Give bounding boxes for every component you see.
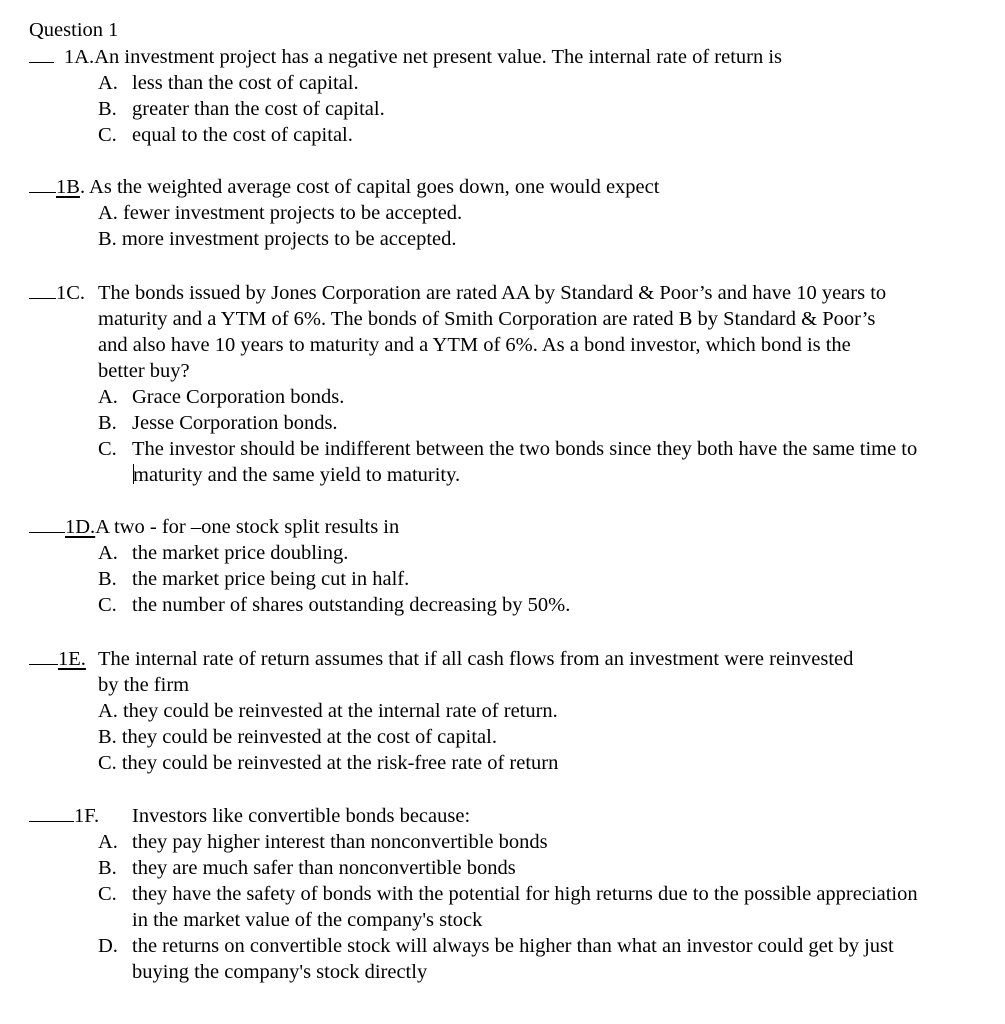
option-letter: C. [98,752,117,774]
option-1d-c[interactable] [98,592,958,618]
option-text: they could be reinvested at the risk-free rate of return [121,752,559,774]
option-text: equal to the cost of capital. [132,124,353,146]
options-1d [98,540,958,618]
option-letter: C. [98,124,117,146]
option-letter: A. [98,700,118,722]
answer-blank-1a[interactable] [29,44,54,63]
option-letter: A. [98,72,118,94]
option-1a-a[interactable] [98,70,958,96]
question-stem-1e: The internal rate of return assumes that if all cash flows from an investment were reinvested by the firm [98,648,854,696]
answer-blank-1b[interactable] [29,174,56,193]
question-stem-1b: . As the weighted average cost of capital goes down, one would expect [79,176,660,198]
question-number-1c: 1C. [56,282,86,304]
question-number-1d: 1D. [65,516,96,538]
option-letter: B. [98,568,117,590]
option-text: they pay higher interest than nonconvertible bonds [132,831,548,853]
option-text: Jesse Corporation bonds. [132,412,338,434]
option-letter: A. [98,542,118,564]
options-1b [98,200,958,252]
option-1e-c[interactable] [98,750,958,776]
option-text: greater than the cost of capital. [132,98,385,120]
options-1c [98,384,958,488]
question-stem-1c: The bonds issued by Jones Corporation are rated AA by Standard & Poor’s and have 10 years to maturity and a YTM of 6%. The bonds of Smith Corporation are rated B by Standard & Poor’s and also have 10 years to maturity and a YTM of 6%. As a bond investor, which bond is the better buy? [98,282,887,382]
option-text: they have the safety of bonds with the potential for high returns due to the possible appreciation in the market value of the company's stock [132,883,918,931]
answer-blank-1e[interactable] [29,646,58,665]
option-1f-a[interactable] [98,829,918,855]
option-text: they are much safer than nonconvertible bonds [132,857,516,879]
option-letter: D. [98,935,118,957]
options-1e [98,698,958,776]
option-letter: C. [98,594,117,616]
option-text: they could be reinvested at the internal rate of return. [122,700,558,722]
option-letter: A. [98,386,118,408]
option-1f-b[interactable] [98,855,918,881]
option-letter: C. [98,883,117,905]
option-letter: B. [98,726,117,748]
question-number-1a: 1A. [64,46,95,68]
question-number-1f: 1F. [74,805,100,827]
option-1d-b[interactable] [98,566,958,592]
option-1a-b[interactable] [98,96,958,122]
answer-blank-1f[interactable] [29,803,74,822]
option-1b-b[interactable] [98,226,958,252]
option-1c-b[interactable] [98,410,958,436]
option-text: more investment projects to be accepted. [121,228,457,250]
option-1d-a[interactable] [98,540,958,566]
question-stem-1a: An investment project has a negative net present value. The internal rate of return is [94,46,783,68]
answer-blank-1c[interactable] [29,280,56,299]
option-letter: B. [98,98,117,120]
question-stem-1d: A two - for –one stock split results in [95,516,400,538]
option-text: the returns on convertible stock will always be higher than what an investor could get by just buying the company's stock directly [132,935,894,983]
option-text: less than the cost of capital. [132,72,359,94]
option-text: the market price doubling. [132,542,349,564]
option-1e-a[interactable] [98,698,958,724]
option-text: Grace Corporation bonds. [132,386,345,408]
question-number-1e: 1E. [58,648,86,670]
answer-blank-1d[interactable] [29,514,65,533]
option-letter: C. [98,438,117,460]
option-1c-a[interactable] [98,384,958,410]
option-letter: A. [98,831,118,853]
option-text: they could be reinvested at the cost of capital. [121,726,497,748]
option-letter: B. [98,228,117,250]
option-text: fewer investment projects to be accepted. [122,202,463,224]
option-letter: B. [98,857,117,879]
question-heading: Question 1 [29,19,119,41]
option-text-continued: maturity and the same yield to maturity. [133,464,461,486]
question-number-1b: 1B [56,176,80,198]
options-1a [98,70,958,148]
option-letter: B. [98,412,117,434]
option-1c-c[interactable] [98,436,958,488]
option-text: The investor should be indifferent between the two bonds since they both have the same time to [132,438,918,460]
option-text: the market price being cut in half. [132,568,410,590]
question-stem-1f: Investors like convertible bonds because: [132,805,471,827]
option-1f-c[interactable] [98,881,918,933]
option-letter: A. [98,202,118,224]
option-1e-b[interactable] [98,724,958,750]
option-1a-c[interactable] [98,122,958,148]
option-1b-a[interactable] [98,200,958,226]
options-1f [98,829,918,985]
option-text: the number of shares outstanding decreasing by 50%. [132,594,571,616]
option-1f-d[interactable] [98,933,918,985]
